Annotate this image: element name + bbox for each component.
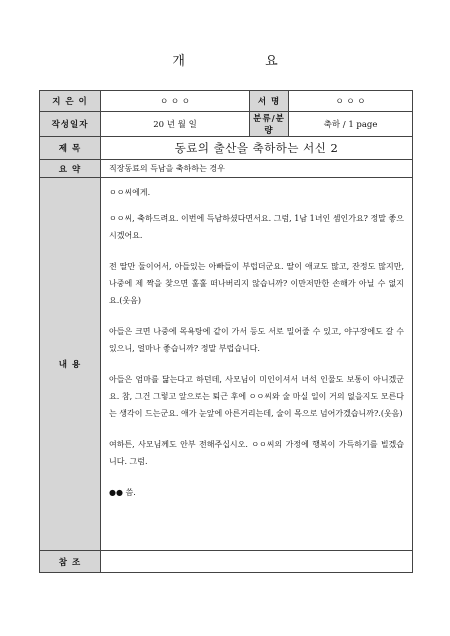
subject-value: 동료의 출산을 축하하는 서신 2 — [101, 137, 413, 160]
document-form-table — [39, 90, 413, 573]
author-value: ㅇ ㅇ ㅇ — [101, 91, 250, 112]
letter-paragraph: 아들은 크면 나중에 목욕탕에 같이 가서 등도 서로 밀어줄 수 있고, 야구장에도 갈 수 있으니, 얼마나 좋습니까? 정말 부럽습니다. — [109, 327, 405, 353]
subject-label: 제 목 — [40, 137, 101, 160]
date-value: 20 년 월 일 — [101, 112, 250, 137]
letter-paragraph: ㅇㅇ씨, 축하드려요. 이번에 득남하셨다면서요. 그럼, 1남 1녀인 셈인가요? 정말 좋으시겠어요. — [109, 214, 405, 240]
reference-label: 참 조 — [40, 551, 101, 573]
category-value: 축하 / 1 page — [289, 112, 413, 137]
letter-paragraph: 아들은 엄마를 닮는다고 하던데, 사모님이 미인이셔서 녀석 인물도 보통이 아니겠군요. 참, 그건 그렇고 앞으로는 퇴근 후에 ㅇㅇ씨와 술 마실 일이 거의 없을지도 모른다는 생각이 드는군요. 애가 눈앞에 아른거리는데, 술이 목으로 넘어가겠습니까?.(웃음) — [109, 375, 405, 418]
category-label: 분류/분량 — [250, 112, 289, 137]
summary-value: 직장동료의 득남을 축하하는 경우 — [101, 160, 413, 178]
page-title: 개 요 — [172, 54, 316, 69]
date-label: 작성일자 — [40, 112, 101, 137]
content-label: 내 용 — [40, 178, 101, 551]
signature-value: ㅇ ㅇ ㅇ — [289, 91, 413, 112]
summary-label: 요 약 — [40, 160, 101, 178]
signature-label: 서 명 — [250, 91, 289, 112]
letter-greeting: ㅇㅇ씨에게. — [109, 188, 151, 197]
letter-body — [101, 178, 413, 551]
letter-paragraph: 전 딸만 둘이어서, 아들있는 아빠들이 부럽더군요. 딸이 애교도 많고, 잔정도 많지만, 나중에 제 짝을 찾으면 훌훌 떠나버리지 않습니까? 이만저만한 손해가 아닐 수 없지요.(웃음) — [109, 262, 405, 305]
reference-value — [101, 551, 413, 573]
letter-paragraph: 여하튼, 사모님께도 안부 전해주십시오. ㅇㅇ씨의 가정에 행복이 가득하기를 빌겠습니다. 그럼. — [109, 440, 405, 466]
author-label: 지 은 이 — [40, 91, 101, 112]
letter-closing: ●● 씀. — [109, 488, 136, 497]
